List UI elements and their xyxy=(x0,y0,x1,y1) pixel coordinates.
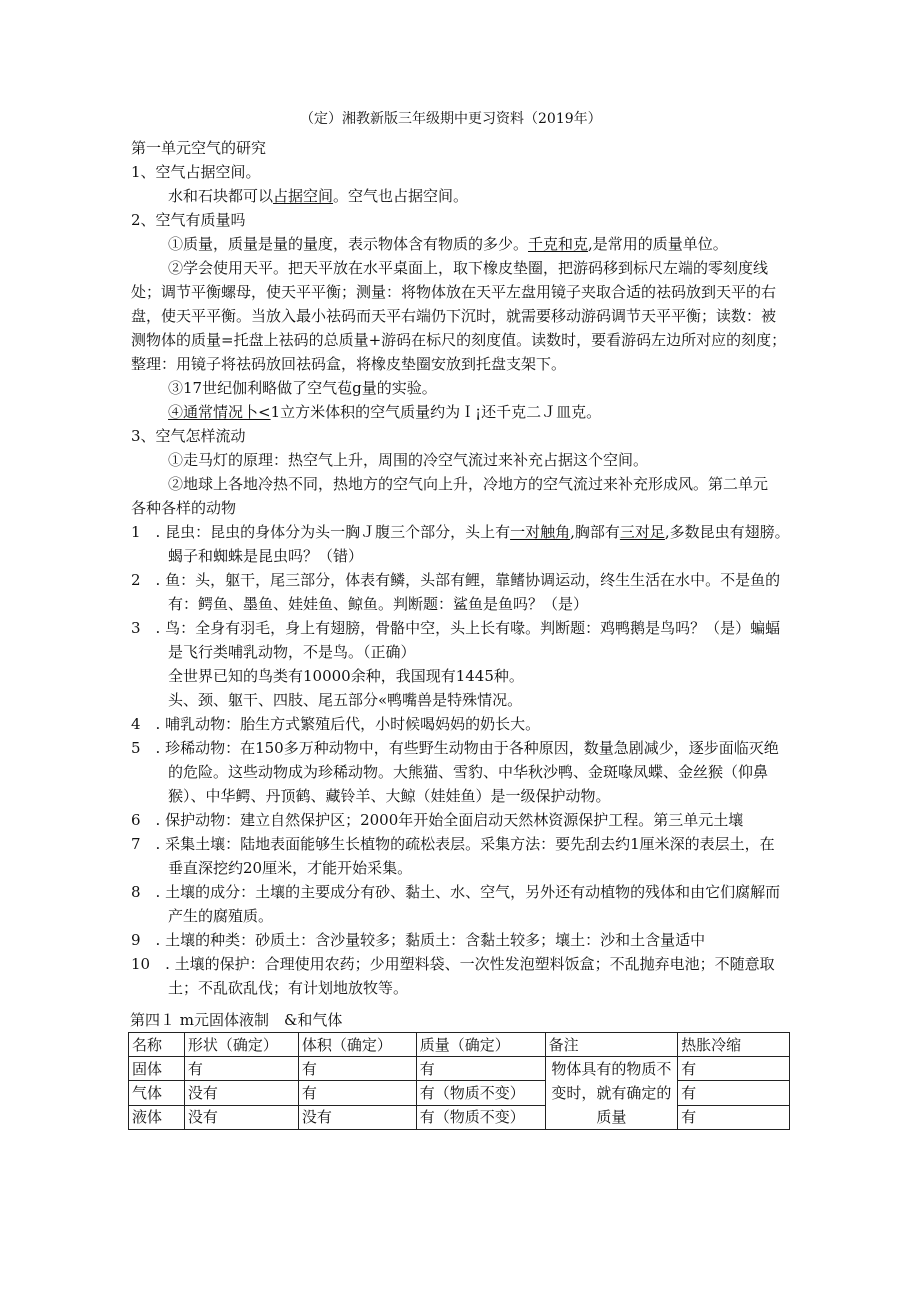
table-row xyxy=(129,1057,790,1081)
note-cell: 物体具有的物质不变时，就有确定的质量 xyxy=(545,1057,678,1130)
table-cell: 固体 xyxy=(129,1057,185,1081)
paragraph-line: 测物体的质量=托盘上祛码的总质量+游码在标尺的刻度值。读数时，要看游码左边所对应的刻度； xyxy=(131,331,787,349)
underlined-term: 占据空间 xyxy=(273,187,334,205)
list-item: 9 . 土壤的种类：砂质土：含沙量较多；黏质土：含黏土较多；壤土：沙和土含量适中 xyxy=(131,931,706,949)
paragraph-line: ②地球上各地冷热不同，热地方的空气向上升，冷地方的空气流过来补充形成风。第二单元 xyxy=(168,475,769,493)
table-cell: 气体 xyxy=(129,1081,185,1105)
header-cell: 体积（确定） xyxy=(298,1033,416,1057)
paragraph-line: 各种各样的动物 xyxy=(131,499,237,517)
paragraph-line: ①走马灯的原理：热空气上升，周围的冷空气流过来补充占据这个空间。 xyxy=(168,451,649,469)
list-item-continuation: 猴）、中华鳄、丹顶鹤、藏铃羊、大鲸（娃娃鱼）是一级保护动物。 xyxy=(168,787,611,805)
list-item-continuation: 有：鳄鱼、墨鱼、娃娃鱼、鲸鱼。判断题：鲨鱼是鱼吗？（是） xyxy=(168,595,589,613)
table-cell: 没有 xyxy=(184,1105,298,1129)
table-cell: 有 xyxy=(678,1105,790,1129)
underlined-term: ④通常情况卜< xyxy=(168,403,271,421)
table-cell: 有 xyxy=(416,1057,545,1081)
list-item-continuation: 垂直深挖约20厘米，才能开始采集。 xyxy=(168,859,413,877)
header-cell: 名称 xyxy=(129,1033,185,1057)
list-item: 10 . 土壤的保护：合理使用农药；少用塑料袋、一次性发泡塑料饭盒；不乱抛弃电池；不随意取 xyxy=(131,955,775,973)
list-item: 6 . 保护动物：建立自然保护区；2000年开始全面启动天然林资源保护工程。第三单元土壤 xyxy=(131,811,744,829)
unit4-heading: 第四１ m元固体液制 &和气体 xyxy=(130,1011,343,1029)
text-run: ,多数昆虫有翅膀。 xyxy=(664,523,790,541)
paragraph-line: ②学会使用天平。把天平放在水平桌面上，取下橡皮垫圈，把游码移到标尺左端的零刻度线 xyxy=(168,259,769,277)
list-item: 5 . 珍稀动物：在150多万种动物中，有些野生动物由于各种原因，数量急剧减少，逐步面临灭绝 xyxy=(131,739,779,757)
underlined-term: 千克和克 xyxy=(528,235,589,253)
text-run: ,是常用的质量单位。 xyxy=(588,235,728,253)
list-item-continuation: 头、颈、躯干、四肢、尾五部分«鸭嘴兽是特殊情况。 xyxy=(168,691,523,709)
table-header-row xyxy=(129,1033,790,1057)
properties-table xyxy=(128,1032,790,1130)
table-row xyxy=(129,1081,790,1105)
paragraph-line: 盘，使天平平衡。当放入最小祛码而天平右端仍下沉时，就需要移动游码调节天平平衡；读数：被 xyxy=(131,307,777,325)
header-cell: 形状（确定） xyxy=(184,1033,298,1057)
table-cell: 有 xyxy=(678,1057,790,1081)
header-cell: 质量（确定） xyxy=(416,1033,545,1057)
document-title: （定）湘教新版三年级期中更习资料（2019年） xyxy=(300,111,602,127)
table-row xyxy=(129,1105,790,1129)
list-item: 3 . 鸟：全身有羽毛，身上有翅膀，骨骼中空，头上长有喙。判断题：鸡鸭鹅是鸟吗？（是）蝙蝠 xyxy=(131,619,781,637)
underlined-term: 三对足 xyxy=(619,523,665,541)
section-heading: 3、空气怎样流动 xyxy=(131,427,246,445)
paragraph-line: 整理：用镜子将祛码放回祛码盒，将橡皮垫圈安放到托盘支架下。 xyxy=(131,355,567,373)
text-run: 1立方米体积的空气质量约为Ｉ¡还千克二Ｊ皿克。 xyxy=(270,403,602,421)
paragraph-line xyxy=(168,402,601,422)
table-cell: 有 xyxy=(184,1057,298,1081)
section-heading: 1、空气占据空间。 xyxy=(131,163,261,181)
section-heading: 2、空气有质量吗 xyxy=(131,211,246,229)
paragraph-line: ③17世纪伽利略做了空气苞g量的实验。 xyxy=(168,379,437,397)
table-cell: 有 xyxy=(298,1081,416,1105)
list-item-continuation: 产生的腐殖质。 xyxy=(168,907,274,925)
table-cell: 有（物质不变） xyxy=(416,1105,545,1129)
unit1-heading: 第一单元空气的研究 xyxy=(131,139,267,157)
paragraph-line xyxy=(168,186,468,206)
underlined-term: 一对触角 xyxy=(510,523,571,541)
table-cell: 有（物质不变） xyxy=(416,1081,545,1105)
list-item: 7 . 采集土壤：陆地表面能够生长植物的疏松表层。采集方法：要先刮去约1厘米深的表层土，在 xyxy=(131,835,775,853)
text-run: 水和石块都可以 xyxy=(168,187,274,205)
list-item: 8 . 土壤的成分：土壤的主要成分有砂、黏土、水、空气，另外还有动植物的残体和由它们腐解而 xyxy=(131,883,781,901)
list-item xyxy=(131,522,790,542)
table-cell: 没有 xyxy=(184,1081,298,1105)
paragraph-line: 处；调节平衡螺母，使天平平衡；测量：将物体放在天平左盘用镜子夹取合适的祛码放到天平的右 xyxy=(131,283,777,301)
table-cell: 液体 xyxy=(129,1105,185,1129)
text-run: 。空气也占据空间。 xyxy=(333,187,469,205)
paragraph-line xyxy=(168,234,728,254)
table-cell: 有 xyxy=(678,1081,790,1105)
text-run: 1 . 昆虫：昆虫的身体分为头一胸Ｊ腹三个部分，头上有 xyxy=(131,523,511,541)
text-run: ①质量，质量是量的量度，表示物体含有物质的多少。 xyxy=(168,235,529,253)
list-item-continuation: 蝎子和蜘蛛是昆虫吗？（错） xyxy=(168,547,364,565)
table-cell: 没有 xyxy=(298,1105,416,1129)
list-item-continuation: 是飞行类哺乳动物，不是鸟。（正确） xyxy=(168,643,416,661)
header-cell: 备注 xyxy=(545,1033,678,1057)
list-item: 4 . 哺乳动物：胎生方式繁殖后代，小时候喝妈妈的奶长大。 xyxy=(131,715,541,733)
list-item: 2 . 鱼：头，躯干，尾三部分，体表有鳞，头部有鲤，靠鳍协调运动，终生生活在水中。不是鱼的 xyxy=(131,571,781,589)
table-cell: 有 xyxy=(298,1057,416,1081)
text-run: ,胸部有 xyxy=(570,523,620,541)
list-item-continuation: 土；不乱砍乱伐；有计划地放牧等。 xyxy=(168,979,409,997)
list-item-continuation: 的危险。这些动物成为珍稀动物。大熊猫、雪豹、中华秋沙鸭、金斑喙凤蝶、金丝猴（仰鼻 xyxy=(168,763,769,781)
list-item-continuation: 全世界已知的鸟类有10000余种，我国现有1445种。 xyxy=(168,667,524,685)
header-cell: 热胀冷缩 xyxy=(678,1033,790,1057)
